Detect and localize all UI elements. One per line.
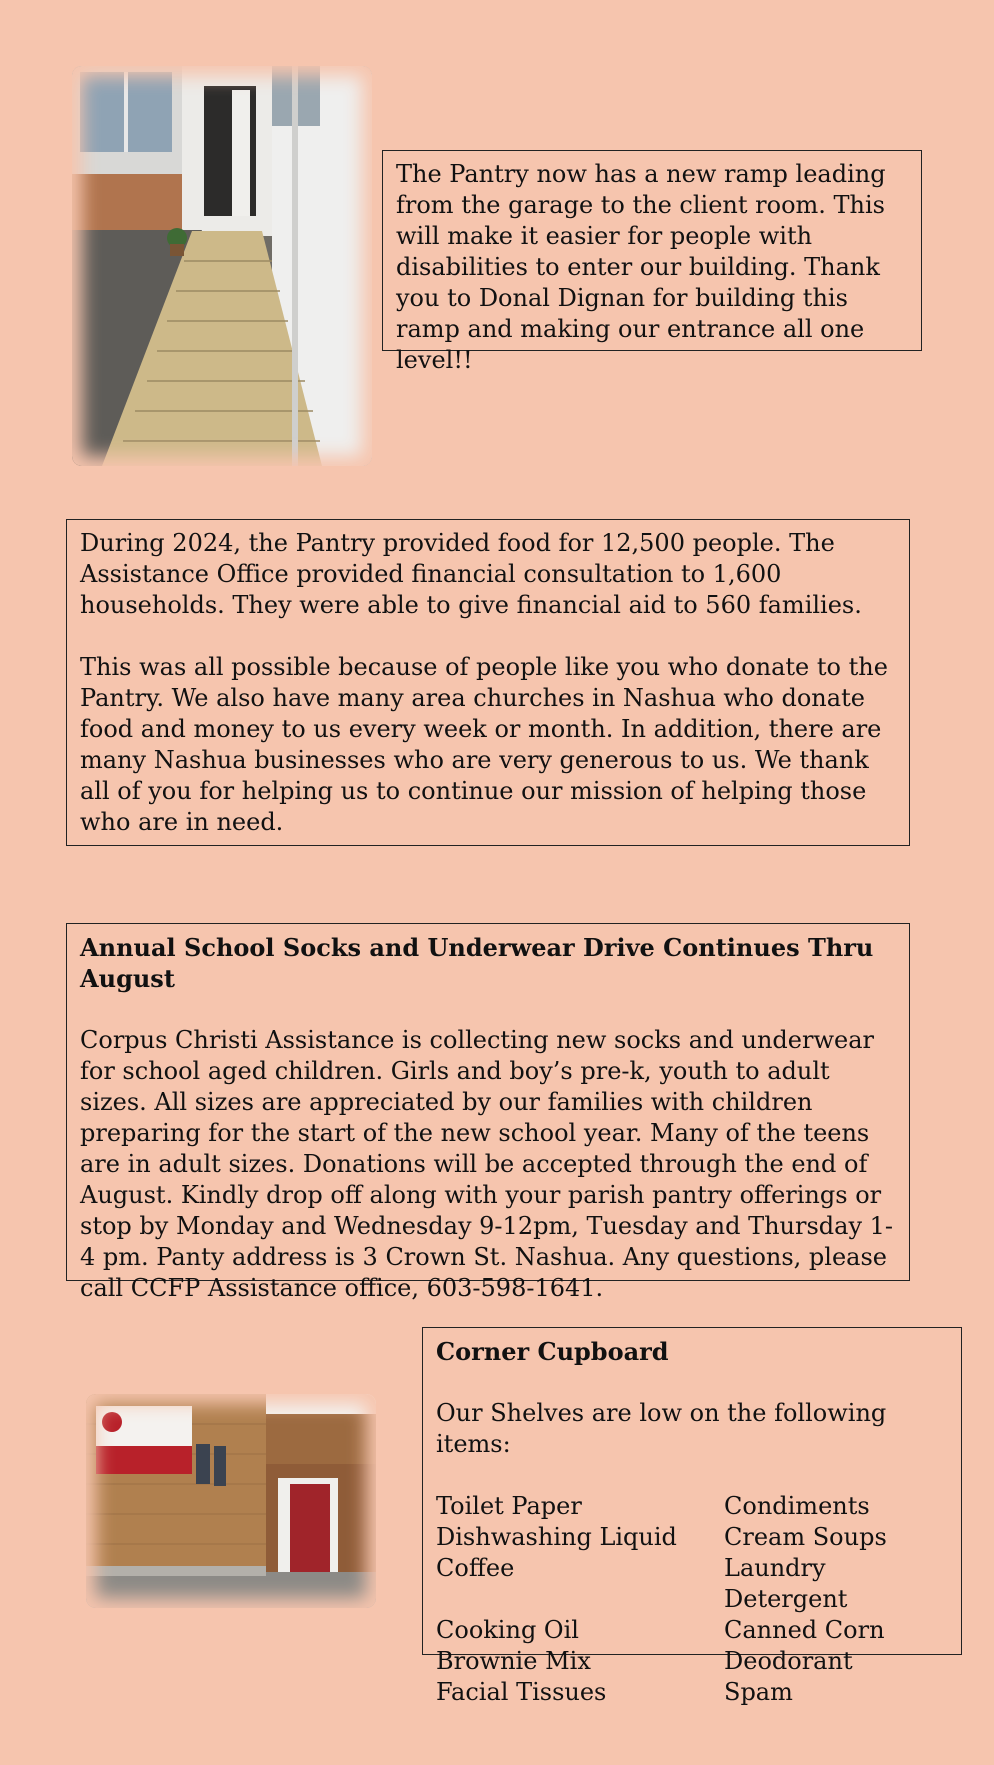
cupboard-title: Corner Cupboard bbox=[436, 1337, 669, 1366]
stats-paragraph-1: During 2024, the Pantry provided food for 12,500 people. The Assistance Office provided financial consultation to 1,600 households. They were able to give financial aid to 560 families. bbox=[80, 529, 862, 619]
building-photo bbox=[86, 1394, 376, 1608]
list-item: Brownie Mix bbox=[436, 1647, 591, 1675]
ramp-note-text: The Pantry now has a new ramp leading from the garage to the client room. This will make it easier for people with disabilities to enter our building. Thank you to Donal Dignan for building this ramp and making our entrance all one level!! bbox=[396, 160, 886, 374]
list-item: Spam bbox=[724, 1678, 793, 1706]
drive-title: Annual School Socks and Underwear Drive Continues Thru August bbox=[80, 933, 874, 993]
list-item: Canned Corn bbox=[724, 1616, 885, 1644]
list-item: Cream Soups bbox=[724, 1523, 887, 1551]
ramp-note-box bbox=[382, 150, 922, 374]
ramp-photo bbox=[72, 66, 372, 466]
list-item: Facial Tissues bbox=[436, 1678, 607, 1706]
stats-paragraph-2: This was all possible because of people like you who donate to the Pantry. We also have many area churches in Nashua who donate food and money to us every week or month. In addition, there are many Nashua businesses who are very generous to us. We thank all of you for helping us to continue our mission of helping those who are in need. bbox=[80, 653, 888, 836]
list-item: Condiments bbox=[724, 1492, 870, 1520]
list-item: Coffee bbox=[436, 1554, 515, 1582]
cupboard-items-list bbox=[436, 1491, 948, 1708]
cupboard-intro: Our Shelves are low on the following items: bbox=[436, 1399, 887, 1458]
list-item: Deodorant bbox=[724, 1647, 853, 1675]
list-item: Laundry Detergent bbox=[724, 1554, 848, 1613]
cupboard-box bbox=[422, 1327, 962, 1706]
list-item: Toilet Paper bbox=[436, 1492, 582, 1520]
list-item: Cooking Oil bbox=[436, 1616, 579, 1644]
stats-box bbox=[66, 519, 910, 846]
drive-box bbox=[66, 923, 910, 1302]
list-item: Dishwashing Liquid bbox=[436, 1523, 677, 1551]
drive-body: Corpus Christi Assistance is collecting new socks and underwear for school aged children. Girls and boy’s pre-k, youth to adult sizes. All sizes are appreciated by our families with children preparing for the start of the new school year. Many of the teens are in adult sizes. Donations will be accepted through the end of August. Kindly drop off along with your parish pantry offerings or stop by Monday and Wednesday 9-12pm, Tuesday and Thursday 1-4 pm. Panty address is 3 Crown St. Nashua. Any questions, please call CCFP Assistance office, 603-598-1641. bbox=[80, 1026, 894, 1302]
